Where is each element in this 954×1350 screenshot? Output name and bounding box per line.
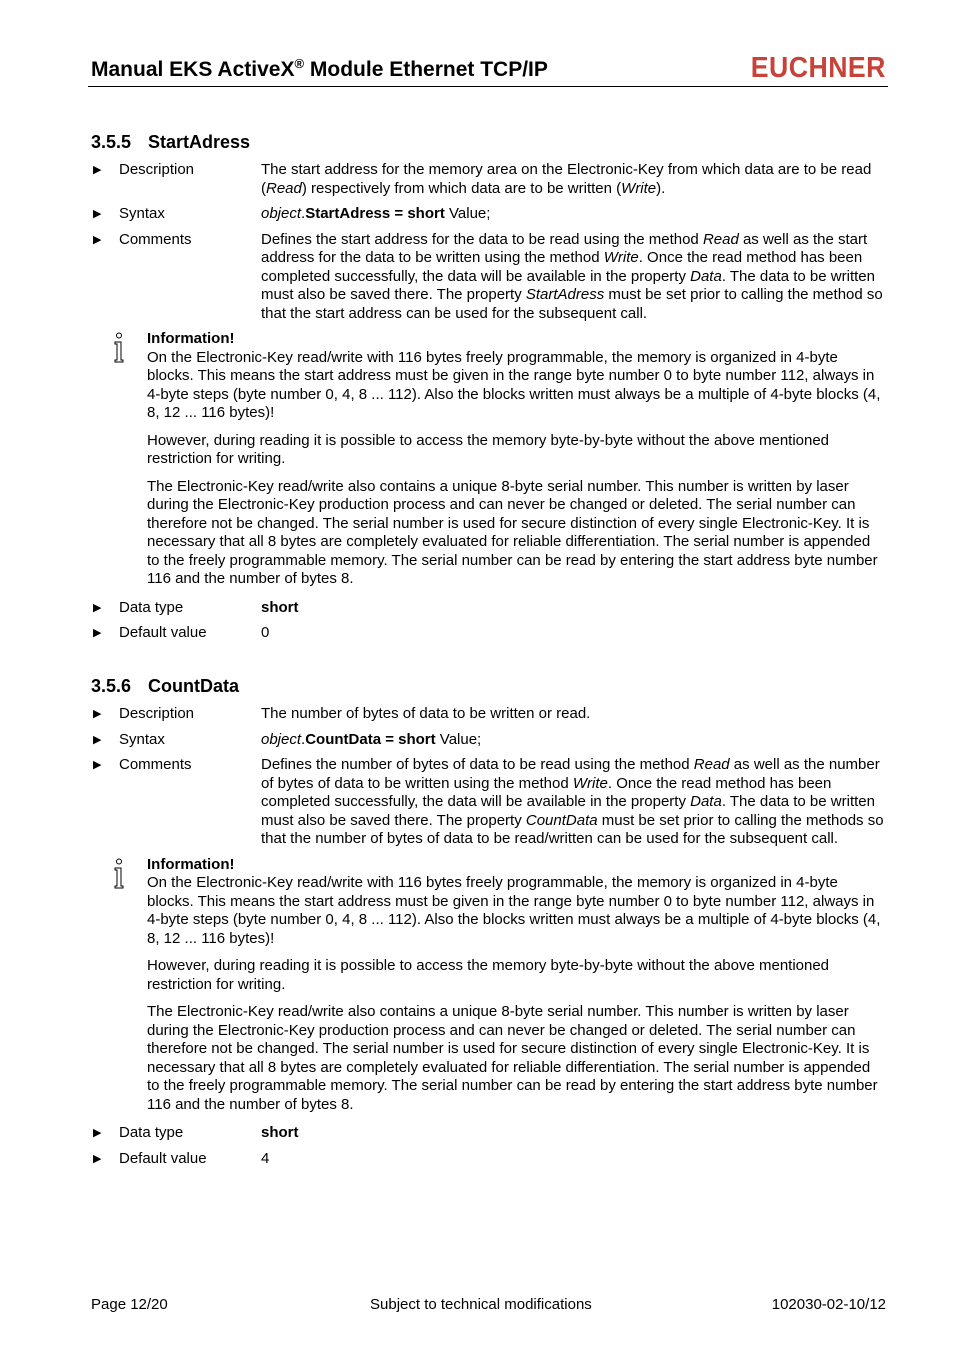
information-paragraph: The Electronic-Key read/write also contains a unique 8-byte serial number. This number is written by laser during the Electronic-Key production process and can never be changed or deleted. The serial number can therefore not be changed. The serial number is used for secure distinction of every single Electronic-Key. It is necessary that all 8 bytes are completely evaluated for reliable differentiation. The serial number is appended to the freely programmable memory. The serial number can be read by entering the start address byte number 116 and the number of bytes 8. xyxy=(147,477,878,587)
information-heading: Information! xyxy=(147,855,235,873)
section-countdata xyxy=(91,675,886,1175)
bullet-arrow-icon: ▶ xyxy=(93,708,102,720)
description-label: Description xyxy=(119,161,195,178)
default-label: Default value xyxy=(119,624,207,641)
bullet-arrow-icon: ▶ xyxy=(93,759,102,771)
bullet-arrow-icon: ▶ xyxy=(93,733,102,746)
comments-text: Defines the start address for the data to be read using the method Read as well as the start address for the data to be written using the method Write. Once the read method has been completed successfully, the data will be available in the property Data. The data to be written must also be saved there. The property StartAdress must be set prior to calling the method so that the start address can be used for the subsequent call. xyxy=(261,230,883,322)
description-label: Description xyxy=(119,705,195,722)
page-header xyxy=(88,52,888,87)
description-row xyxy=(91,705,886,724)
description-row xyxy=(91,161,886,198)
datatype-row xyxy=(91,599,886,618)
page-number: Page 12/20 xyxy=(91,1296,168,1313)
default-value: 4 xyxy=(261,1149,270,1167)
bullet-arrow-icon: ▶ xyxy=(93,233,102,246)
bullet-arrow-icon: ▶ xyxy=(93,1127,102,1139)
datatype-row xyxy=(91,1124,886,1143)
default-row xyxy=(91,1150,886,1169)
datatype-value: short xyxy=(261,598,299,616)
information-icon xyxy=(113,858,125,890)
page-footer xyxy=(91,1296,886,1316)
title-rest: Module Ethernet TCP/IP xyxy=(304,58,548,81)
registered-mark: ® xyxy=(294,56,305,71)
information-paragraph: However, during reading it is possible to access the memory byte-by-byte without the above mentioned restriction for writing. xyxy=(147,957,830,993)
section-number: 3.5.5 xyxy=(91,132,132,152)
section-name: CountData xyxy=(148,676,239,696)
information-paragraph: On the Electronic-Key read/write with 116 bytes freely programmable, the memory is organized in 4-byte blocks. This means the start address must be given in the range byte number 0 to byte number 112, always in 4-byte steps (byte number 0, 4, 8 ... 112). Also the blocks written must always be a multiple of 4-byte blocks (4, 8, 12 ... 116 bytes)! xyxy=(147,348,881,421)
bullet-arrow-icon: ▶ xyxy=(93,601,102,614)
title-main: Manual EKS ActiveX xyxy=(91,58,295,81)
section-name: StartAdress xyxy=(148,132,251,152)
section-number: 3.5.6 xyxy=(91,676,132,696)
section-title xyxy=(91,131,886,161)
syntax-row xyxy=(91,205,886,224)
syntax-text: object.StartAdress = short Value; xyxy=(261,205,491,222)
comments-row xyxy=(91,756,886,849)
document-title xyxy=(91,56,548,82)
syntax-label: Syntax xyxy=(119,730,165,748)
comments-row xyxy=(91,231,886,324)
footer-note: Subject to technical modifications xyxy=(370,1296,592,1313)
default-value: 0 xyxy=(261,624,270,641)
bullet-arrow-icon: ▶ xyxy=(93,208,102,220)
information-icon xyxy=(113,332,125,364)
euchner-logo: EUCHNER xyxy=(750,52,886,84)
default-row xyxy=(91,624,886,643)
bullet-arrow-icon: ▶ xyxy=(93,1152,102,1165)
comments-text: Defines the number of bytes of data to be read using the method Read as well as the number of bytes of data to be written using the method Write. Once the read method has been completed successfully, the data will be available in the property Data. The data to be written must also be saved there. The property CountData must be set prior to calling the methods so that the number of bytes of data to be read/written can be used for the subsequent call. xyxy=(261,756,884,847)
description-text: The number of bytes of data to be written or read. xyxy=(261,705,591,722)
datatype-value: short xyxy=(261,1124,299,1141)
bullet-arrow-icon: ▶ xyxy=(93,164,102,176)
description-text: The start address for the memory area on the Electronic-Key from which data are to be read (Read) respectively from which data are to be written (Write). xyxy=(261,161,872,197)
information-box xyxy=(147,330,886,589)
comments-label: Comments xyxy=(119,756,192,773)
section-title xyxy=(91,675,886,705)
information-paragraph: The Electronic-Key read/write also contains a unique 8-byte serial number. This number is written by laser during the Electronic-Key production process and can never be changed or deleted. The serial number can therefore not be changed. The serial number is used for secure distinction of every single Electronic-Key. It is necessary that all 8 bytes are completely evaluated for reliable differentiation. The serial number is appended to the freely programmable memory. The serial number can be read by entering the start address byte number 116 and the number of bytes 8. xyxy=(147,1003,878,1113)
syntax-label: Syntax xyxy=(119,205,165,222)
syntax-text: object.CountData = short Value; xyxy=(261,730,482,748)
datatype-label: Data type xyxy=(119,598,184,616)
information-paragraph: However, during reading it is possible to access the memory byte-by-byte without the above mentioned restriction for writing. xyxy=(147,431,830,467)
syntax-row xyxy=(91,731,886,750)
bullet-arrow-icon: ▶ xyxy=(93,627,102,639)
datatype-label: Data type xyxy=(119,1124,184,1141)
default-label: Default value xyxy=(119,1149,207,1167)
comments-label: Comments xyxy=(119,230,192,248)
information-heading: Information! xyxy=(147,330,235,347)
information-paragraph: On the Electronic-Key read/write with 116 bytes freely programmable, the memory is organized in 4-byte blocks. This means the start address must be given in the range byte number 0 to byte number 112, always in 4-byte steps (byte number 0, 4, 8 ... 112). Also the blocks written must always be a multiple of 4-byte blocks (4, 8, 12 ... 116 bytes)! xyxy=(147,874,881,947)
section-startadress xyxy=(91,131,886,650)
document-number: 102030-02-10/12 xyxy=(771,1296,886,1313)
information-box xyxy=(147,856,886,1115)
